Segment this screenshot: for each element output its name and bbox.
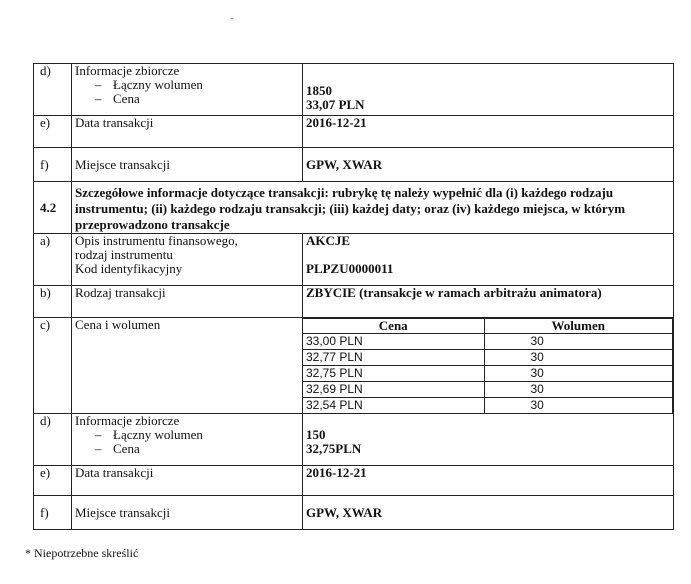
row-value <box>303 466 674 496</box>
row-letter: b) <box>34 286 72 318</box>
dash: – <box>95 77 102 92</box>
row-label: Rodzaj transakcji <box>72 286 303 318</box>
col-price-header: Cena <box>303 319 484 334</box>
aggregated-price: 33,07 PLN <box>306 97 365 112</box>
price-cell: 32,75 PLN <box>303 366 484 382</box>
row-label <box>72 234 303 286</box>
aggregated-volume: 1850 <box>306 83 332 98</box>
aggregated-label: Informacje zbiorcze <box>75 413 180 428</box>
dash: – <box>95 427 102 442</box>
price-label: Cena <box>113 441 140 456</box>
aggregated-volume: 150 <box>306 427 326 442</box>
price-cell: 32,69 PLN <box>303 382 484 398</box>
row-letter: f) <box>34 148 72 182</box>
row-value <box>303 496 674 530</box>
row-letter: a) <box>34 234 72 286</box>
row-aggregated-info-1 <box>34 64 674 116</box>
row-value <box>303 64 674 116</box>
col-volume-header: Wolumen <box>484 319 673 334</box>
row-label: Miejsce transakcji <box>72 148 303 182</box>
section-title: Szczegółowe informacje dotyczące transakcji: rubrykę tę należy wypełnić dla (i) każdego rodzaju instrumentu; (ii) każdego rodzaju transakcji; (iii) każdej daty; oraz (iv) każdego miejsca, w którym przeprowadzono transakcje <box>72 182 674 234</box>
row-value <box>303 318 674 414</box>
volume-label-line <box>75 78 299 92</box>
row-label: Data transakcji <box>72 116 303 148</box>
volume-label-line <box>75 428 299 442</box>
table-row <box>303 382 673 398</box>
table-row <box>303 398 673 414</box>
row-letter: f) <box>34 496 72 530</box>
price-cell: 32,54 PLN <box>303 398 484 414</box>
row-letter: d) <box>34 414 72 466</box>
scan-speck <box>231 18 233 19</box>
price-label-line <box>75 442 299 456</box>
volume-cell: 30 <box>484 382 673 398</box>
price-label-line <box>75 92 299 106</box>
price-cell: 33,00 PLN <box>303 334 484 350</box>
row-label: Miejsce transakcji <box>72 496 303 530</box>
section-header <box>34 182 674 234</box>
price-volume-header <box>303 319 673 334</box>
row-label <box>72 414 303 466</box>
row-label: Cena i wolumen <box>72 318 303 414</box>
row-transaction-place-2 <box>34 496 674 530</box>
instrument-label-2: rodzaj instrumentu <box>75 247 173 262</box>
row-value <box>303 414 674 466</box>
instrument-label-3: Kod identyfikacyjny <box>75 261 183 276</box>
table-row <box>303 334 673 350</box>
instrument-code: PLPZU0000011 <box>306 261 394 276</box>
aggregated-price: 32,75PLN <box>306 441 362 456</box>
row-transaction-place-1 <box>34 148 674 182</box>
row-value <box>303 148 674 182</box>
footnote: * Niepotrzebne skreślić <box>25 546 139 560</box>
dash: – <box>95 441 102 456</box>
price-volume-table <box>303 318 673 413</box>
transaction-place: GPW, XWAR <box>306 504 383 520</box>
row-value <box>303 286 674 318</box>
row-value <box>303 234 674 286</box>
table-row <box>303 350 673 366</box>
transaction-place: GPW, XWAR <box>306 156 383 172</box>
volume-cell: 30 <box>484 334 673 350</box>
transaction-date: 2016-12-21 <box>306 465 367 480</box>
instrument-type: AKCJE <box>306 233 351 248</box>
row-price-volume <box>34 318 674 414</box>
price-label: Cena <box>113 91 140 106</box>
row-letter: e) <box>34 116 72 148</box>
row-transaction-date-2 <box>34 466 674 496</box>
row-letter: c) <box>34 318 72 414</box>
row-instrument <box>34 234 674 286</box>
row-transaction-date-1 <box>34 116 674 148</box>
table-row <box>303 366 673 382</box>
transaction-type: ZBYCIE (transakcje w ramach arbitrażu animatora) <box>306 285 602 300</box>
section-number: 4.2 <box>34 182 72 234</box>
volume-cell: 30 <box>484 350 673 366</box>
volume-cell: 30 <box>484 366 673 382</box>
row-label: Data transakcji <box>72 466 303 496</box>
price-cell: 32,77 PLN <box>303 350 484 366</box>
volume-label: Łączny wolumen <box>113 427 203 442</box>
row-aggregated-info-2 <box>34 414 674 466</box>
volume-cell: 30 <box>484 398 673 414</box>
volume-label: Łączny wolumen <box>113 77 203 92</box>
transaction-date: 2016-12-21 <box>306 115 367 130</box>
row-letter: d) <box>34 64 72 116</box>
row-label <box>72 64 303 116</box>
row-value <box>303 116 674 148</box>
transaction-table <box>33 63 674 530</box>
row-letter: e) <box>34 466 72 496</box>
dash: – <box>95 91 102 106</box>
row-transaction-type <box>34 286 674 318</box>
aggregated-label: Informacje zbiorcze <box>75 63 180 78</box>
instrument-label-1: Opis instrumentu finansowego, <box>75 233 238 248</box>
